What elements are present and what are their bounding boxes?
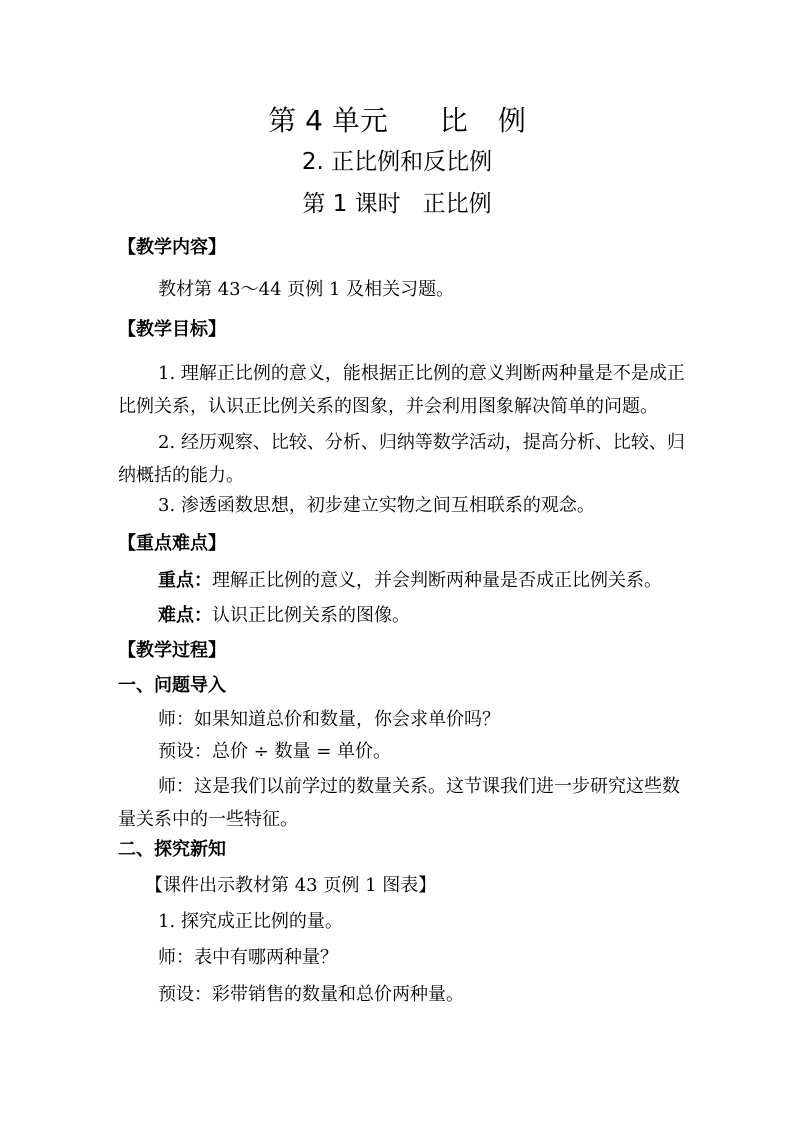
difficulty-point	[158, 604, 410, 628]
section-title: 2. 正比例和反比例	[301, 149, 493, 175]
key-point	[158, 569, 662, 593]
part2-line-2: 1. 探究成正比例的量。	[158, 911, 343, 932]
lesson-name: 正比例	[422, 191, 492, 217]
keypoints-heading: 【重点难点】	[118, 533, 226, 554]
topic-char-1: 比	[439, 104, 468, 137]
lesson-title	[0, 189, 794, 219]
content-heading: 【教学内容】	[118, 237, 226, 258]
goals-heading: 【教学目标】	[118, 319, 226, 340]
process-heading: 【教学过程】	[118, 640, 226, 661]
part1-line-2: 预设：总价 ÷ 数量 = 单价。	[158, 741, 392, 762]
goal-item-3: 3. 渗透函数思想，初步建立实物之间互相联系的观念。	[158, 495, 595, 516]
part2-line-1: 【课件出示教材第 43 页例 1 图表】	[145, 875, 437, 896]
goal-item-1: 1. 理解正比例的意义，能根据正比例的意义判断两种量是不是成正比例关系，认识正比例关系的图象，并会利用图象解决简单的问题。	[118, 363, 685, 417]
part1-line-3: 师：这是我们以前学过的数量关系。这节课我们进一步研究这些数量关系中的一些特征。	[118, 776, 680, 830]
unit-number: 第 4 单元	[268, 104, 388, 137]
content-text: 教材第 43～44 页例 1 及相关习题。	[158, 279, 455, 300]
part2-line-4: 预设：彩带销售的数量和总价两种量。	[158, 984, 464, 1005]
part1-heading: 一、问题导入	[118, 675, 226, 696]
part1-line-1: 师：如果知道总价和数量，你会求单价吗？	[158, 709, 500, 730]
topic-char-2: 例	[497, 104, 526, 137]
part2-line-3: 师：表中有哪两种量？	[158, 947, 338, 968]
lesson-number: 第 1 课时	[302, 191, 401, 217]
unit-title	[0, 103, 794, 139]
key-point-text: 理解正比例的意义，并会判断两种量是否成正比例关系。	[212, 570, 662, 591]
difficulty-text: 认识正比例关系的图像。	[212, 605, 410, 626]
part2-heading: 二、探究新知	[118, 839, 226, 860]
difficulty-label: 难点：	[158, 605, 212, 626]
key-point-label: 重点：	[158, 570, 212, 591]
goal-item-2: 2. 经历观察、比较、分析、归纳等数学活动，提高分析、比较、归纳概括的能力。	[118, 432, 685, 486]
